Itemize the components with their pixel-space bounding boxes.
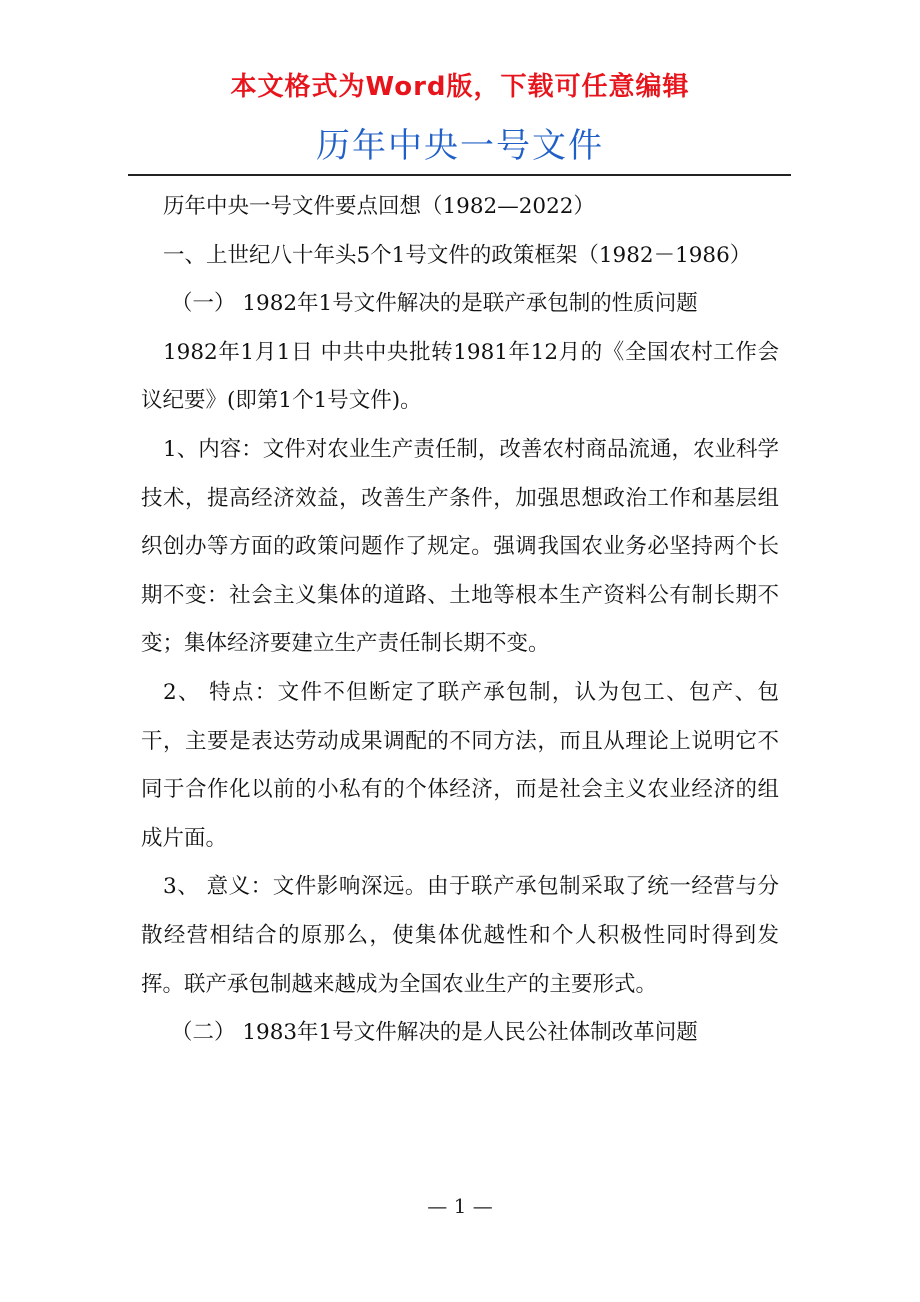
download-banner: 本文格式为Word版，下载可任意编辑 (230, 72, 690, 102)
paragraph-significance: 3、 意义：文件影响深远。由于联产承包制采取了统一经营与分散经营相结合的原那么，使集体优越性和个人积极性同时得到发挥。联产承包制越来越成为全国农业生产的主要形式。 (141, 874, 779, 997)
doc-subtitle: 历年中央一号文件要点回想（1982—2022） (163, 194, 595, 219)
title-divider (128, 174, 791, 176)
subsection-heading-2: （二） 1983年1号文件解决的是人民公社体制改革问题 (171, 1020, 698, 1046)
page-number: — 1 — (427, 1194, 493, 1218)
paragraph-content: 1、内容：文件对农业生产责任制，改善农村商品流通，农业科学技术，提高经济效益，改善生产条件，加强思想政治工作和基层组织创办等方面的政策问题作了规定。强调我国农业务必坚持两个长期不变：社会主义集体的道路、土地等根本生产资料公有制长期不变；集体经济要建立生产责任制长期不变。 (141, 436, 779, 657)
subsection-heading-1: （一） 1982年1号文件解决的是联产承包制的性质问题 (171, 291, 698, 317)
section-heading-1: 一、上世纪八十年头5个1号文件的政策框架（1982－1986） (163, 242, 752, 268)
document-body (141, 183, 779, 1058)
paragraph-features: 2、 特点：文件不但断定了联产承包制，认为包工、包产、包干，主要是表达劳动成果调配的不同方法，而且从理论上说明它不同于合作化以前的小私有的个体经济，而是社会主义农业经济的组成片面。 (141, 679, 779, 851)
paragraph-intro: 1982年1月1日 中共中央批转1981年12月的《全国农村工作会议纪要》(即第1个1号文件)。 (141, 339, 779, 414)
page-title: 历年中央一号文件 (316, 126, 604, 166)
